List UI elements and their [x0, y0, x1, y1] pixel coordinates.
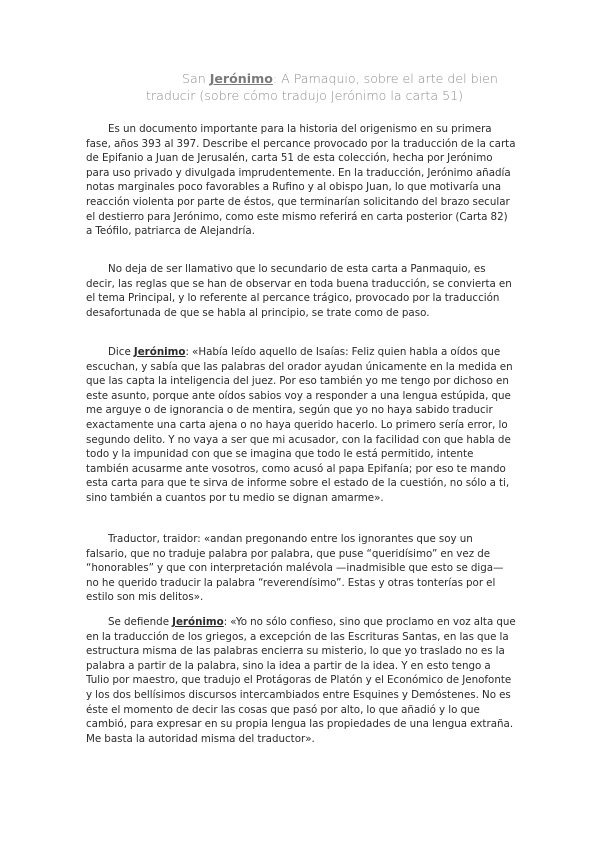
paragraph-4: Traductor, traidor: «andan pregonando entre los ignorantes que soy un falsario, que no traduje palabra por palabra, que puse “queridísimo” en vez de “honorables” y que con interpretación malévola —inadmisible que esto se diga— no he querido traducir la palabra “reverendísimo”. Estas y otras tonterías por el estilo son mis delitos». — [86, 533, 504, 604]
paragraph-2: No deja de ser llamativo que lo secundario de esta carta a Panmaquio, es decir, las reglas que se han de observar en toda buena traducción, se convierta en el tema Principal, y lo referente al percance trágico, provocado por la traducción desafortunada de que se habla al principio, se trate como de paso. — [86, 263, 512, 319]
document-title — [146, 70, 526, 104]
paragraph-3-name-link[interactable]: Jerónimo — [133, 346, 186, 358]
title-line-1 — [146, 70, 526, 87]
title-name-link[interactable]: Jerónimo — [209, 71, 273, 86]
paragraph-5-text: : «Yo no sólo confieso, sino que proclamo en voz alta que en la traducción de los griegos, a excepción de las Escrituras Santas, en las que la estructura misma de las palabras encierra su misterio, lo que yo traslado no es la palabra a partir de la palabra, sino la idea a partir de la idea. Y en esto tengo a Tulio por maestro, que tradujo el Protágoras de Platón y el Económico de Jenofonte y los dos bellísimos discursos intercambiados entre Esquines y Demóstenes. No es éste el momento de decir las cosas que pasó por alto, lo que añadió y lo que cambió, para expresar en su propia lengua las propiedades de una lengua extraña. Me basta la autoridad misma del traductor». — [86, 616, 516, 745]
title-prefix: San — [182, 71, 210, 86]
title-rest: : A Pamaquio, sobre el arte del bien — [272, 71, 498, 86]
paragraph-1: Es un documento importante para la historia del origenismo en su primera fase, años 393 al 397. Describe el percance provocado por la traducción de la carta de Epifanio a Juan de Jerusalén, carta 51 de esta colección, hecha por Jerónimo para uso privado y divulgada imprudentemente. En la traducción, Jerónimo añadía notas marginales poco favorables a Rufino y al obispo Juan, lo que motivaría una reacción violenta por parte de éstos, que terminarían solicitando del brazo secular el destierro para Jerónimo, como este mismo referirá en carta posterior (Carta 82) a Teófilo, patriarca de Alejandría. — [86, 123, 516, 238]
title-line-2: traducir (sobre cómo tradujo Jerónimo la carta 51) — [146, 88, 464, 103]
paragraph-5-name-link[interactable]: Jerónimo — [172, 616, 224, 628]
paragraph-3 — [86, 345, 516, 506]
paragraph-5 — [86, 615, 516, 746]
paragraph-3-text: : «Había leído aquello de Isaías: Feliz quien habla a oídos que escuchan, y sabía que las palabras del orador ayudan únicamente en la medida en que las capta la inteligencia del juez. Por eso también yo me tengo por dichoso en este asunto, porque ante oídos sabios voy a responder a una lengua estúpida, que me arguye o de ignorancia o de mentira, según que yo no haya sabido traducir exactamente una carta ajena o no haya querido hacerlo. Lo primero sería error, lo segundo delito. Y no vaya a ser que mi acusador, con la facilidad con que habla de todo y la impunidad con que se imagina que todo le está permitido, intente también acusarme ante vosotros, como acusó al papa Epifanía; por eso te mando esta carta para que te sirva de informe sobre el estado de la cuestión, no sólo a ti, sino también a cuantos por tu medio se dignan amarme». — [86, 346, 513, 504]
paragraph-5-prefix: Se defiende — [108, 616, 173, 628]
paragraph-3-prefix: Dice — [108, 346, 134, 358]
